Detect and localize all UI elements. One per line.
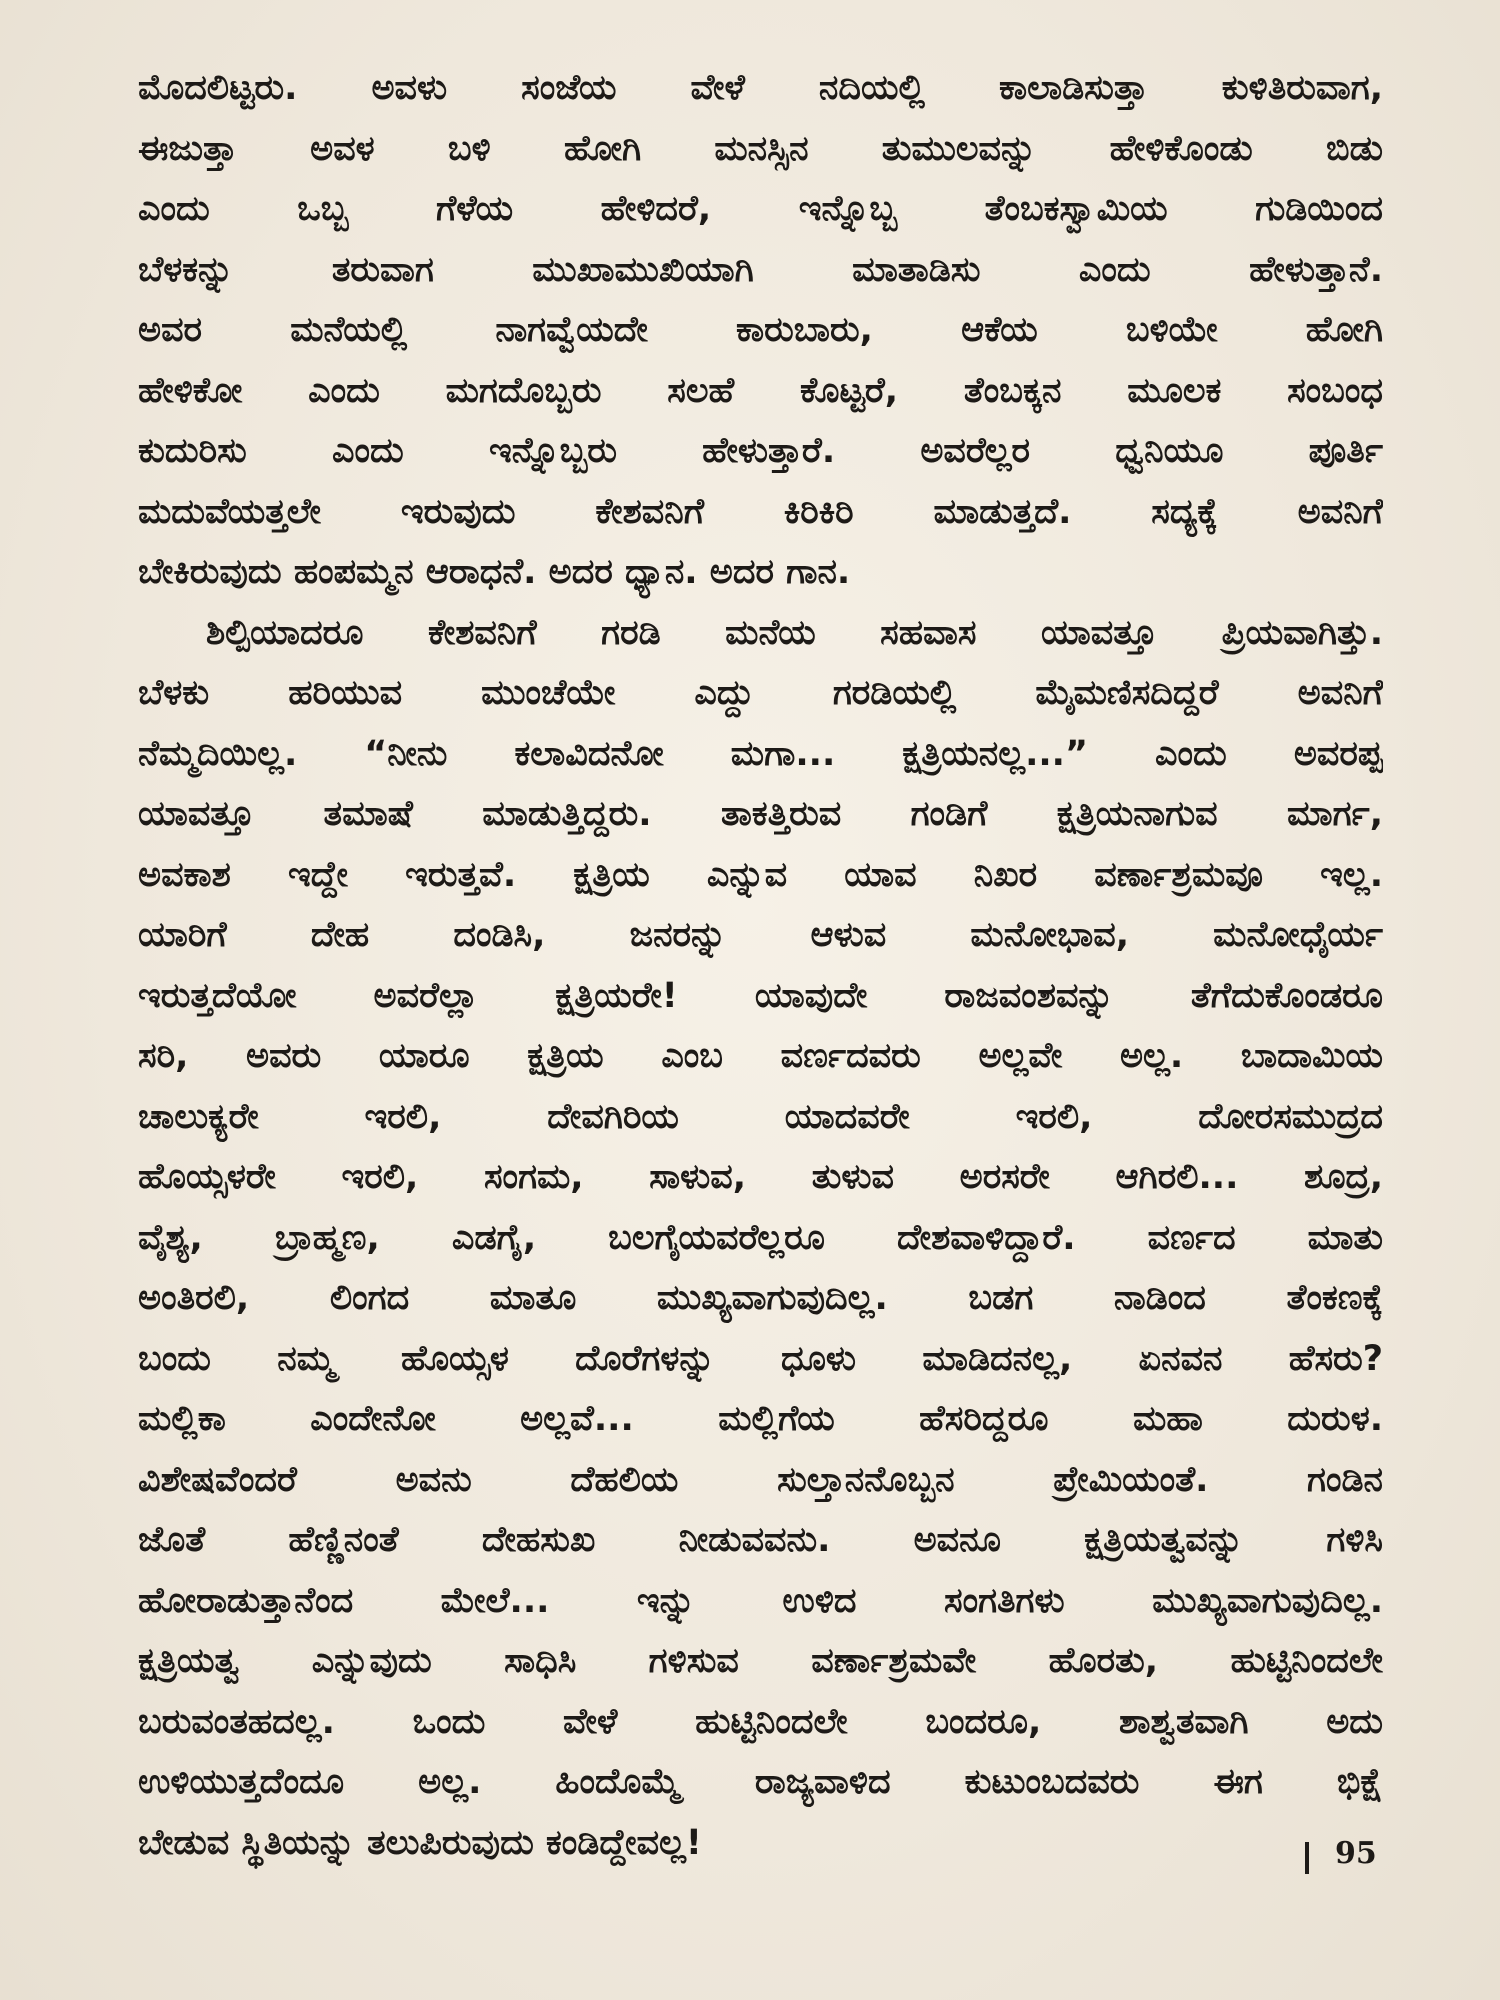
text-line: ಎಂದು ಒಬ್ಬ ಗೆಳೆಯ ಹೇಳಿದರೆ, ಇನ್ನೊಬ್ಬ ತೆಂಬಕಸ್ವಾಮಿಯ ಗುಡಿಯಿಂದ [138,189,1383,229]
text-line: ಅಂತಿರಲಿ, ಲಿಂಗದ ಮಾತೂ ಮುಖ್ಯವಾಗುವುದಿಲ್ಲ. ಬಡಗ ನಾಡಿಂದ ತೆಂಕಣಕ್ಕೆ [138,1278,1383,1318]
text-line: ಬೆಳಕು ಹರಿಯುವ ಮುಂಚೆಯೇ ಎದ್ದು ಗರಡಿಯಲ್ಲಿ ಮೈಮಣಿಸದಿದ್ದರೆ ಅವನಿಗೆ [138,673,1383,713]
page-number: 95 [1335,1836,1377,1871]
text-line: ಮದುವೆಯತ್ತಲೇ ಇರುವುದು ಕೇಶವನಿಗೆ ಕಿರಿಕಿರಿ ಮಾಡುತ್ತದೆ. ಸದ್ಯಕ್ಕೆ ಅವನಿಗೆ [138,491,1383,532]
text-line: ಕ್ಷತ್ರಿಯತ್ವ ಎನ್ನುವುದು ಸಾಧಿಸಿ ಗಳಿಸುವ ವರ್ಣಾಶ್ರಮವೇ ಹೊರತು, ಹುಟ್ಟಿನಿಂದಲೇ [138,1641,1383,1681]
text-line: ಕುದುರಿಸು ಎಂದು ಇನ್ನೊಬ್ಬರು ಹೇಳುತ್ತಾರೆ. ಅವರೆಲ್ಲರ ಧ್ವನಿಯೂ ಪೂರ್ತಿ [138,431,1383,471]
body-text [138,58,1383,1873]
text-line: ಇರುತ್ತದೆಯೋ ಅವರೆಲ್ಲಾ ಕ್ಷತ್ರಿಯರೇ! ಯಾವುದೇ ರಾಜವಂಶವನ್ನು ತೆಗೆದುಕೊಂಡರೂ [138,975,1383,1016]
text-line: ಅವರ ಮನೆಯಲ್ಲಿ ನಾಗವ್ವೆಯದೇ ಕಾರುಬಾರು, ಆಕೆಯ ಬಳಿಯೇ ಹೋಗಿ [138,310,1383,350]
text-line: ವೈಶ್ಯ, ಬ್ರಾಹ್ಮಣ, ಎಡಗೈ, ಬಲಗೈಯವರೆಲ್ಲರೂ ದೇಶವಾಳಿದ್ದಾರೆ. ವರ್ಣದ ಮಾತು [138,1217,1383,1258]
text-line: ಜೊತೆ ಹೆಣ್ಣಿನಂತೆ ದೇಹಸುಖ ನೀಡುವವನು. ಅವನೂ ಕ್ಷತ್ರಿಯತ್ವವನ್ನು ಗಳಿಸಿ [138,1520,1383,1560]
text-line: ಹೋರಾಡುತ್ತಾನೆಂದ ಮೇಲೆ... ಇನ್ನು ಉಳಿದ ಸಂಗತಿಗಳು ಮುಖ್ಯವಾಗುವುದಿಲ್ಲ. [138,1580,1383,1621]
text-line: ಬರುವಂತಹದಲ್ಲ. ಒಂದು ವೇಳೆ ಹುಟ್ಟಿನಿಂದಲೇ ಬಂದರೂ, ಶಾಶ್ವತವಾಗಿ ಅದು [138,1701,1383,1742]
text-line: ಚಾಲುಕ್ಯರೇ ಇರಲಿ, ದೇವಗಿರಿಯ ಯಾದವರೇ ಇರಲಿ, ದೋರಸಮುದ್ರದ [138,1096,1383,1137]
text-line: ಮಲ್ಲಿಕಾ ಎಂದೇನೋ ಅಲ್ಲವೆ... ಮಲ್ಲಿಗೆಯ ಹೆಸರಿದ್ದರೂ ಮಹಾ ದುರುಳ. [138,1399,1383,1439]
text-line: ಮೊದಲಿಟ್ಟರು. ಅವಳು ಸಂಜೆಯ ವೇಳೆ ನದಿಯಲ್ಲಿ ಕಾಲಾಡಿಸುತ್ತಾ ಕುಳಿತಿರುವಾಗ, [138,68,1383,108]
text-line: ಬೇಕಿರುವುದು ಹಂಪಮ್ಮನ ಆರಾಧನೆ. ಅದರ ಧ್ಯಾನ. ಅದರ ಗಾನ. [138,552,851,592]
text-line: ಯಾವತ್ತೂ ತಮಾಷೆ ಮಾಡುತ್ತಿದ್ದರು. ತಾಕತ್ತಿರುವ ಗಂಡಿಗೆ ಕ್ಷತ್ರಿಯನಾಗುವ ಮಾರ್ಗ, [138,794,1383,834]
text-line: ಈಜುತ್ತಾ ಅವಳ ಬಳಿ ಹೋಗಿ ಮನಸ್ಸಿನ ತುಮುಲವನ್ನು ಹೇಳಿಕೊಂಡು ಬಿಡು [138,128,1383,169]
text-line: ಉಳಿಯುತ್ತದೆಂದೂ ಅಲ್ಲ. ಹಿಂದೊಮ್ಮೆ ರಾಜ್ಯವಾಳಿದ ಕುಟುಂಬದವರು ಈಗ ಭಿಕ್ಷೆ [138,1762,1383,1802]
text-line: ವಿಶೇಷವೆಂದರೆ ಅವನು ದೆಹಲಿಯ ಸುಲ್ತಾನನೊಬ್ಬನ ಪ್ರೇಮಿಯಂತೆ. ಗಂಡಿನ [138,1459,1383,1500]
text-line: ಯಾರಿಗೆ ದೇಹ ದಂಡಿಸಿ, ಜನರನ್ನು ಆಳುವ ಮನೋಭಾವ, ಮನೋಧೈರ್ಯ [138,915,1383,955]
text-line: ಶಿಲ್ಪಿಯಾದರೂ ಕೇಶವನಿಗೆ ಗರಡಿ ಮನೆಯ ಸಹವಾಸ ಯಾವತ್ತೂ ಪ್ರಿಯವಾಗಿತ್ತು. [206,612,1383,653]
text-line: ಸರಿ, ಅವರು ಯಾರೂ ಕ್ಷತ್ರಿಯ ಎಂಬ ವರ್ಣದವರು ಅಲ್ಲವೇ ಅಲ್ಲ. ಬಾದಾಮಿಯ [138,1036,1383,1076]
text-line: ಬೇಡುವ ಸ್ಥಿತಿಯನ್ನು ತಲುಪಿರುವುದು ಕಂಡಿದ್ದೇವಲ್ಲ! [138,1822,702,1863]
page-number-divider [1305,1842,1309,1874]
text-line: ಅವಕಾಶ ಇದ್ದೇ ಇರುತ್ತವೆ. ಕ್ಷತ್ರಿಯ ಎನ್ನುವ ಯಾವ ನಿಖರ ವರ್ಣಾಶ್ರಮವೂ ಇಲ್ಲ. [138,854,1383,895]
text-line: ಬೆಳಕನ್ನು ತರುವಾಗ ಮುಖಾಮುಖಿಯಾಗಿ ಮಾತಾಡಿಸು ಎಂದು ಹೇಳುತ್ತಾನೆ. [138,249,1383,290]
text-line: ಹೇಳಿಕೋ ಎಂದು ಮಗದೊಬ್ಬರು ಸಲಹೆ ಕೊಟ್ಟರೆ, ತೆಂಬಕ್ಕನ ಮೂಲಕ ಸಂಬಂಧ [138,370,1383,411]
text-line: ಹೊಯ್ಸಳರೇ ಇರಲಿ, ಸಂಗಮ, ಸಾಳುವ, ತುಳುವ ಅರಸರೇ ಆಗಿರಲಿ... ಶೂದ್ರ, [138,1157,1383,1197]
text-line: ನೆಮ್ಮದಿಯಿಲ್ಲ. “ನೀನು ಕಲಾವಿದನೋ ಮಗಾ... ಕ್ಷತ್ರಿಯನಲ್ಲ...” ಎಂದು ಅವರಪ್ಪ [138,733,1383,774]
text-line: ಬಂದು ನಮ್ಮ ಹೊಯ್ಸಳ ದೊರೆಗಳನ್ನು ಧೂಳು ಮಾಡಿದನಲ್ಲ, ಏನವನ ಹೆಸರು? [138,1338,1383,1379]
